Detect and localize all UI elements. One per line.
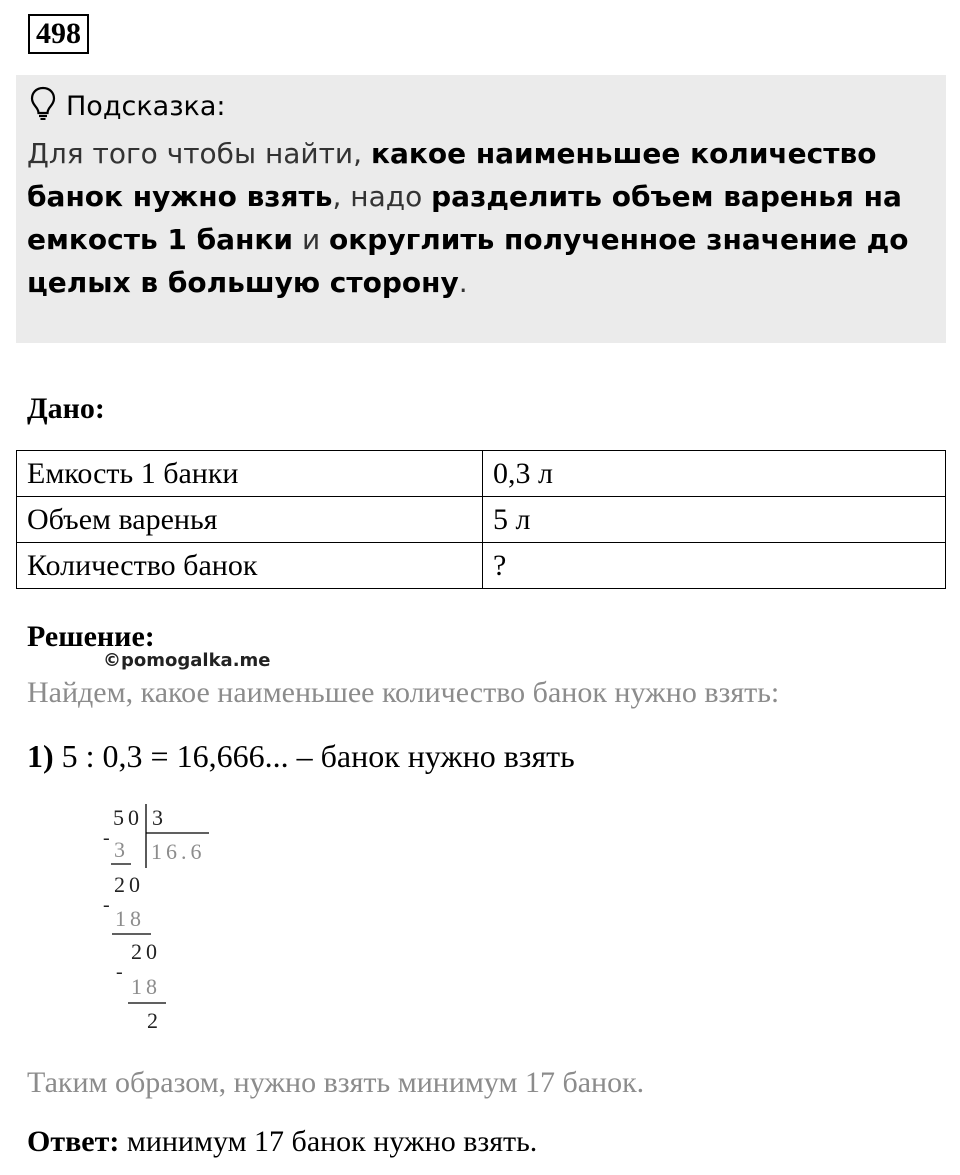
answer bbox=[27, 1125, 537, 1159]
answer-text: минимум 17 банок нужно взять. bbox=[119, 1125, 538, 1158]
hint-highlight: округлить полученное значение до целых в большую сторону bbox=[27, 223, 909, 299]
solution-title: Решение: bbox=[27, 620, 155, 653]
hint-text-part: . bbox=[458, 266, 468, 299]
solution-step-1 bbox=[27, 738, 575, 775]
division-remainder: 20 bbox=[131, 939, 161, 964]
division-subtract: 18 bbox=[131, 974, 161, 999]
minus-sign: - bbox=[103, 894, 110, 916]
watermark: ©pomogalka.me bbox=[103, 650, 271, 671]
step-number: 1) bbox=[27, 738, 54, 774]
table-row bbox=[17, 543, 946, 589]
conclusion: Таким образом, нужно взять минимум 17 банок. bbox=[27, 1066, 645, 1099]
hint-title-text: Подсказка: bbox=[66, 90, 226, 122]
solution-intro: Найдем, какое наименьшее количество банок нужно взять: bbox=[27, 676, 780, 709]
division-remainder: 2 bbox=[147, 1008, 158, 1033]
division-subtract: 18 bbox=[115, 906, 145, 931]
given-label: Объем варенья bbox=[17, 497, 483, 543]
hint-title bbox=[30, 86, 226, 126]
step-text: 5 : 0,3 = 16,666... – банок нужно взять bbox=[61, 738, 575, 774]
hint-highlight: разделить объем варенья на емкость 1 банки bbox=[27, 180, 902, 256]
long-division bbox=[95, 800, 235, 1040]
division-subtract: 3 bbox=[114, 837, 125, 862]
answer-label: Ответ: bbox=[27, 1125, 120, 1158]
table-row bbox=[17, 451, 946, 497]
given-label: Количество банок bbox=[17, 543, 483, 589]
division-divisor: 3 bbox=[152, 805, 163, 830]
minus-sign: - bbox=[103, 827, 110, 849]
given-label: Емкость 1 банки bbox=[17, 451, 483, 497]
table-row bbox=[17, 497, 946, 543]
hint-text bbox=[27, 132, 932, 304]
division-remainder: 20 bbox=[114, 872, 144, 897]
hint-text-part: Для того чтобы найти, bbox=[27, 137, 371, 170]
given-value: 5 л bbox=[483, 497, 946, 543]
division-dividend: 50 bbox=[113, 805, 143, 830]
task-number: 498 bbox=[28, 14, 89, 54]
hint-text-part: , надо bbox=[332, 180, 432, 213]
given-title: Дано: bbox=[27, 392, 105, 425]
given-table bbox=[16, 450, 946, 589]
hint-highlight: какое наименьшее количество банок нужно взять bbox=[27, 137, 877, 213]
division-quotient: 16.6 bbox=[151, 839, 206, 864]
minus-sign: - bbox=[116, 961, 123, 983]
given-value: 0,3 л bbox=[483, 451, 946, 497]
hint-text-part: и bbox=[293, 223, 330, 256]
lightbulb-icon bbox=[30, 86, 56, 127]
given-value: ? bbox=[483, 543, 946, 589]
